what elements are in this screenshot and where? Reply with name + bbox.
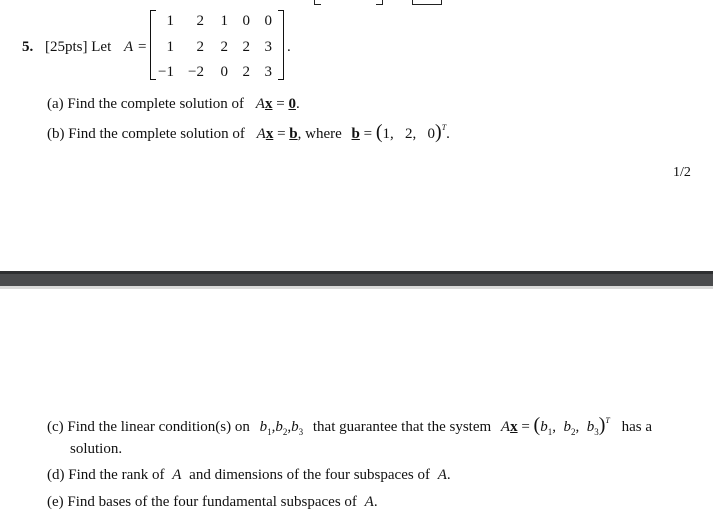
matrix-cell: 3 <box>264 39 272 55</box>
part-b-where: , where <box>297 126 342 142</box>
matrix-name: A <box>124 39 134 55</box>
part-b-A: A <box>256 126 266 142</box>
part-b-rparen: ) <box>435 121 442 143</box>
part-c-s2: 2 <box>282 427 288 437</box>
part-c-line2: solution. <box>70 441 123 457</box>
part-b-x: x <box>265 126 274 142</box>
part-c-vb2: b <box>563 419 571 435</box>
page-divider <box>0 271 713 286</box>
matrix-cell: 2 <box>220 39 228 55</box>
part-b-b: b <box>289 126 298 142</box>
part-c-vb3: b <box>586 419 595 435</box>
part-a-x: x <box>264 96 273 112</box>
part-b-transpose: T <box>441 123 447 132</box>
matrix-cell: 2 <box>196 39 204 55</box>
part-c-vb1: b <box>540 419 548 435</box>
matrix-cell: 2 <box>242 64 250 80</box>
part-c-mid: that guarantee that the system <box>312 419 492 435</box>
part-e-text: (e) Find bases of the four fundamental subspaces of <box>47 494 357 510</box>
part-a <box>47 95 300 113</box>
part-c-b2: b <box>275 419 283 435</box>
part-c-tail: has a <box>621 419 652 435</box>
part-b-eq: = <box>273 126 290 142</box>
part-c-b3: b <box>291 419 299 435</box>
part-c-comma: , <box>287 419 292 435</box>
part-c-comma: , <box>552 419 556 435</box>
problem-points: [25pts] Let <box>45 39 112 55</box>
part-d <box>47 466 451 484</box>
part-e-end: . <box>373 494 378 510</box>
part-b-prefix: (b) Find the complete solution of <box>47 126 245 142</box>
matrix-cell: 2 <box>242 39 250 55</box>
matrix-cell: −1 <box>158 64 174 80</box>
page-gap <box>0 286 713 289</box>
part-c-prefix: (c) Find the linear condition(s) on <box>47 419 250 435</box>
matrix-A <box>150 10 284 80</box>
part-c-vs2: 2 <box>570 427 576 437</box>
part-b-lparen: ( <box>375 121 383 143</box>
matrix-cell: 0 <box>242 13 250 29</box>
part-c-lparen: ( <box>533 414 541 436</box>
matrix-cell: 3 <box>264 64 272 80</box>
part-e-A: A <box>364 494 374 510</box>
part-c <box>47 416 652 438</box>
matrix-period: . <box>287 39 291 55</box>
matrix-cell: −2 <box>188 64 204 80</box>
part-c-b1: b <box>259 419 268 435</box>
matrix-cell: 0 <box>220 64 228 80</box>
matrix-cell: 0 <box>264 13 272 29</box>
clipped-mark <box>376 0 383 5</box>
part-d-text: (d) Find the rank of <box>47 467 165 483</box>
part-c-comma: , <box>575 419 580 435</box>
part-c-rparen: ) <box>598 414 606 436</box>
part-a-A: A <box>255 96 265 112</box>
part-a-prefix: (a) Find the complete solution of <box>47 96 245 112</box>
problem-number: 5. <box>22 39 34 55</box>
matrix-cell: 1 <box>220 13 228 29</box>
part-a-zero: 0 <box>288 96 296 112</box>
part-b-vals: 1, 2, 0 <box>382 126 436 142</box>
page-number: 1/2 <box>673 165 691 180</box>
part-d-A2: A <box>437 467 447 483</box>
part-b-eq2: = <box>359 126 376 142</box>
part-d-mid: and dimensions of the four subspaces of <box>189 467 430 483</box>
matrix-cell: 1 <box>166 13 174 29</box>
part-c-transpose: T <box>605 416 610 425</box>
part-d-A: A <box>172 467 182 483</box>
part-c-eq: = <box>517 419 534 435</box>
equals-sign: = <box>138 39 147 55</box>
right-bracket <box>278 10 284 80</box>
part-b <box>47 123 450 145</box>
part-b-b2: b <box>351 126 360 142</box>
clipped-mark <box>314 0 321 5</box>
part-a-end: . <box>295 96 300 112</box>
part-a-eq: = <box>272 96 289 112</box>
part-c-vs3: 3 <box>594 427 599 437</box>
clipped-mark <box>412 0 442 5</box>
part-c-comma: , <box>271 419 276 435</box>
matrix-cell: 1 <box>166 39 174 55</box>
part-c-vs1: 1 <box>547 427 553 437</box>
part-c-s3: 3 <box>298 427 304 437</box>
matrix-cell: 2 <box>196 13 204 29</box>
part-c-x: x <box>510 419 518 435</box>
part-c-s1: 1 <box>267 427 272 437</box>
part-d-end: . <box>446 467 451 483</box>
part-b-end: . <box>446 126 450 142</box>
part-c-A: A <box>500 419 511 435</box>
part-e <box>47 493 378 511</box>
